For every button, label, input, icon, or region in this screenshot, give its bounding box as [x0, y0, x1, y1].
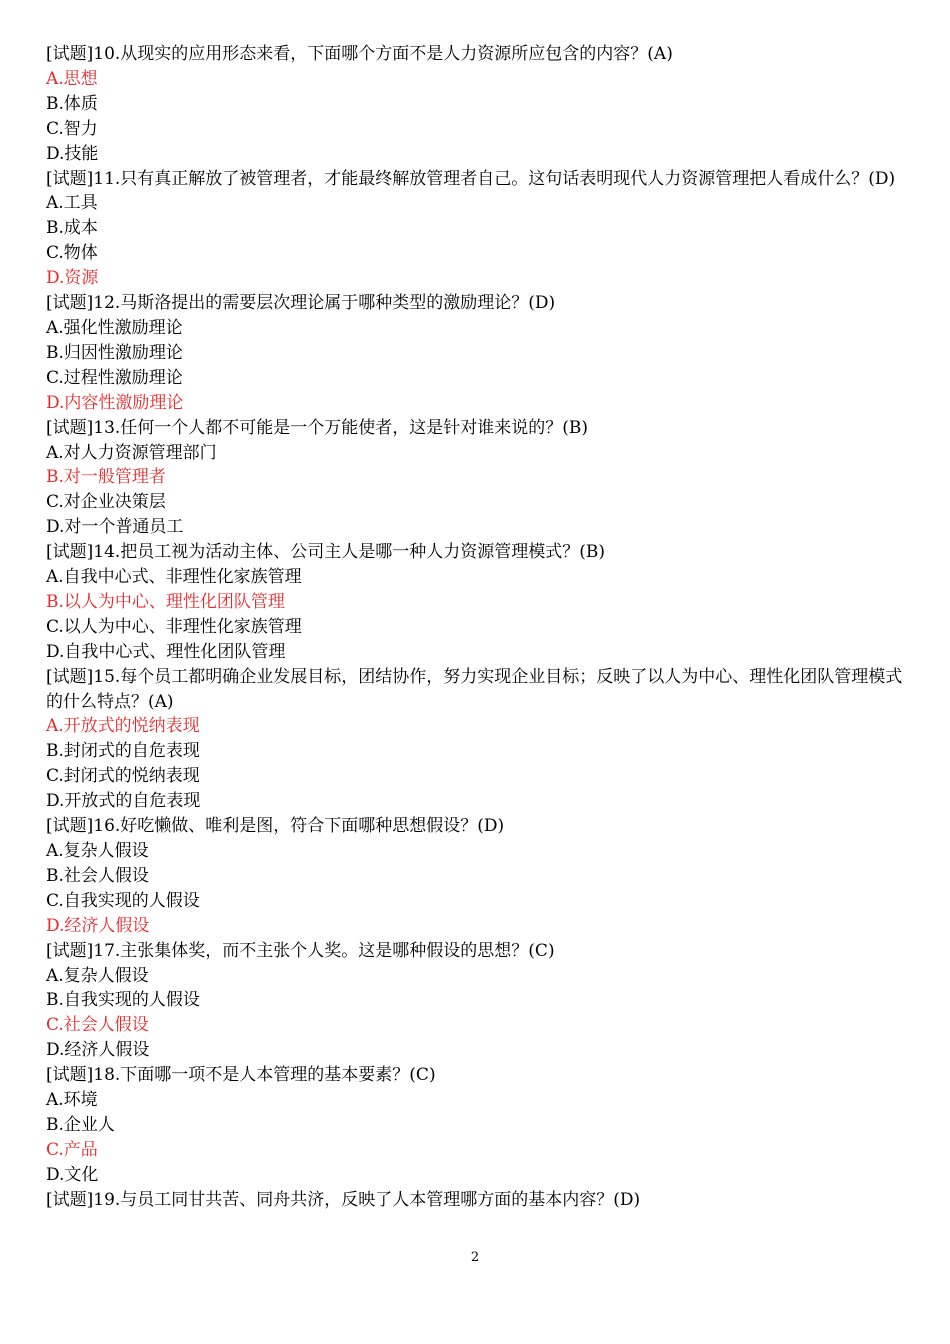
question-stem: [试题]12.马斯洛提出的需要层次理论属于哪种类型的激励理论？(D) [46, 293, 556, 314]
answer-option: A.自我中心式、非理性化家族管理 [46, 567, 302, 588]
answer-option-correct: C.产品 [46, 1139, 98, 1160]
answer-option-correct: D.经济人假设 [46, 915, 150, 936]
question-block [46, 939, 908, 1064]
question-block [46, 1063, 908, 1188]
question-block [46, 1188, 908, 1213]
answer-option: D.自我中心式、理性化团队管理 [46, 641, 286, 662]
answer-option: C.封闭式的悦纳表现 [46, 766, 200, 787]
answer-option: D.经济人假设 [46, 1040, 150, 1061]
answer-option-correct: B.以人为中心、理性化团队管理 [46, 591, 285, 612]
answer-option: D.对一个普通员工 [46, 517, 184, 538]
answer-option: A.工具 [46, 193, 98, 214]
question-block [46, 665, 908, 814]
answer-option: B.归因性激励理论 [46, 342, 183, 363]
answer-option-correct: B.对一般管理者 [46, 467, 166, 488]
question-block [46, 416, 908, 541]
page-number: 2 [470, 1250, 480, 1265]
question-block [46, 291, 908, 416]
answer-option-correct: D.内容性激励理论 [46, 392, 184, 413]
answer-option: C.物体 [46, 243, 98, 264]
answer-option: C.自我实现的人假设 [46, 890, 200, 911]
answer-option-correct: D.资源 [46, 268, 99, 289]
answer-option: C.以人为中心、非理性化家族管理 [46, 616, 302, 637]
answer-option: D.文化 [46, 1164, 99, 1185]
question-block [46, 42, 908, 167]
question-stem: [试题]19.与员工同甘共苦、同舟共济，反映了人本管理哪方面的基本内容？(D) [46, 1189, 641, 1210]
answer-option: D.技能 [46, 143, 99, 164]
answer-option: C.智力 [46, 118, 98, 139]
answer-option: A.强化性激励理论 [46, 317, 183, 338]
answer-option: B.社会人假设 [46, 865, 149, 886]
answer-option: A.环境 [46, 1090, 98, 1111]
question-stem: [试题]16.好吃懒做、唯利是图，符合下面哪种思想假设？(D) [46, 816, 505, 837]
question-block [46, 814, 908, 939]
question-block [46, 540, 908, 665]
question-stem: [试题]13.任何一个人都不可能是一个万能使者，这是针对谁来说的？(B) [46, 417, 589, 438]
question-stem: [试题]11.只有真正解放了被管理者，才能最终解放管理者自己。这句话表明现代人力资源管理把人看成什么？(D) [46, 168, 896, 189]
answer-option: D.开放式的自危表现 [46, 791, 201, 812]
answer-option: C.过程性激励理论 [46, 367, 183, 388]
answer-option: A.复杂人假设 [46, 965, 149, 986]
answer-option: A.对人力资源管理部门 [46, 442, 217, 463]
answer-option: B.封闭式的自危表现 [46, 741, 200, 762]
question-stem: [试题]14.把员工视为活动主体、公司主人是哪一种人力资源管理模式？(B) [46, 542, 606, 563]
answer-option: B.企业人 [46, 1114, 115, 1135]
answer-option: A.复杂人假设 [46, 841, 149, 861]
answer-option-correct: A.思想 [46, 68, 98, 89]
question-stem: [试题]15.每个员工都明确企业发展目标，团结协作，努力实现企业目标；反映了以人为中心、理性化团队管理模式的什么特点？(A) [46, 666, 903, 712]
answer-option-correct: C.社会人假设 [46, 1015, 149, 1036]
question-block [46, 167, 908, 292]
answer-option: B.自我实现的人假设 [46, 990, 200, 1011]
question-stem: [试题]18.下面哪一项不是人本管理的基本要素？(C) [46, 1065, 436, 1086]
answer-option-correct: A.开放式的悦纳表现 [46, 716, 200, 737]
question-stem: [试题]10.从现实的应用形态来看，下面哪个方面不是人力资源所应包含的内容？(A) [46, 44, 673, 64]
question-stem: [试题]17.主张集体奖，而不主张个人奖。这是哪种假设的思想？(C) [46, 940, 555, 961]
answer-option: B.成本 [46, 218, 98, 239]
answer-option: B.体质 [46, 93, 98, 114]
question-list [46, 42, 908, 1213]
answer-option: C.对企业决策层 [46, 492, 166, 513]
